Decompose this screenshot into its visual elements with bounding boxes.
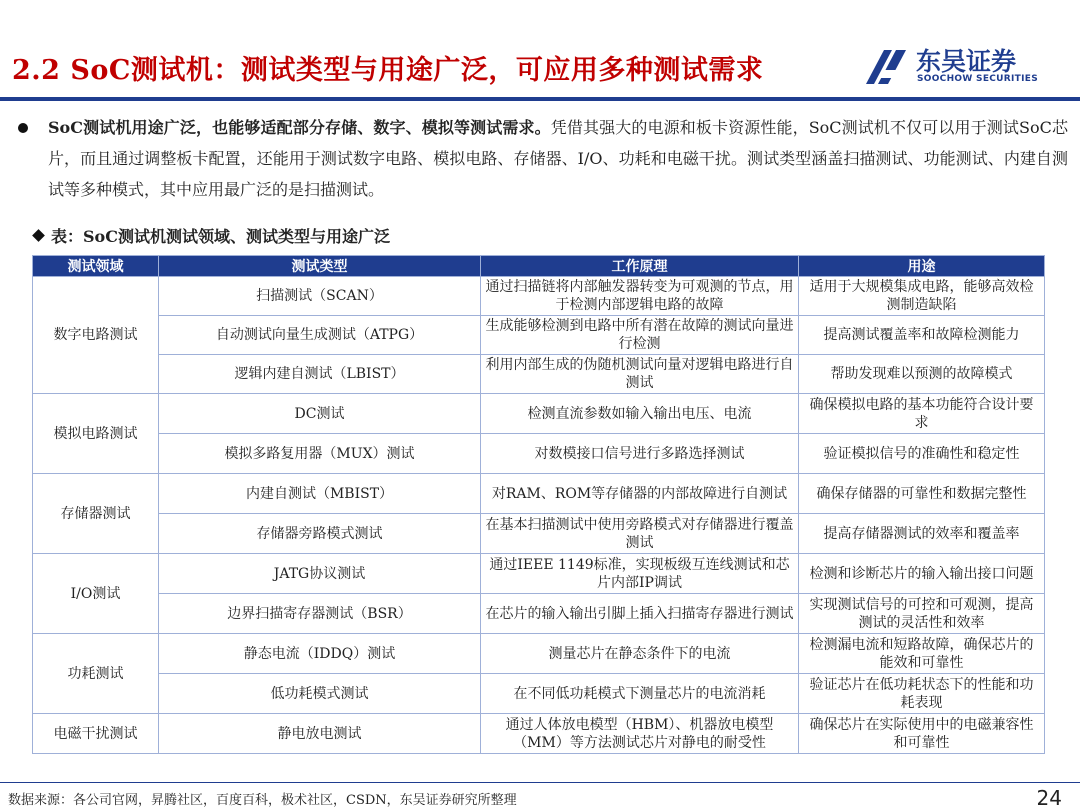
domain-cell: 模拟电路测试: [33, 394, 159, 474]
data-source-note: 数据来源：各公司官网，昇腾社区，百度百科，极术社区，CSDN，东吴证券研究所整理: [8, 793, 517, 808]
type-cell: 自动测试向量生成测试（ATPG）: [159, 316, 481, 355]
principle-cell: 在基本扫描测试中使用旁路模式对存储器进行覆盖测试: [481, 514, 799, 554]
principle-cell: 对RAM、ROM等存储器的内部故障进行自测试: [481, 474, 799, 514]
slide-title: 2.2 SoC测试机：测试类型与用途广泛，可应用多种测试需求: [12, 55, 764, 86]
use-cell: 实现测试信号的可控和可观测，提高测试的灵活性和效率: [799, 594, 1045, 634]
domain-cell: I/O测试: [33, 554, 159, 634]
table-row: [33, 316, 1045, 355]
table-row: [33, 514, 1045, 554]
table-row: [33, 434, 1045, 474]
intro-paragraph: [18, 112, 1068, 205]
table-row: [33, 355, 1045, 394]
slide-header: [0, 0, 1080, 100]
use-cell: 帮助发现难以预测的故障模式: [799, 355, 1045, 394]
header-cell: 测试类型: [159, 256, 481, 277]
principle-cell: 通过IEEE 1149标准，实现板级互连线测试和芯片内部IP调试: [481, 554, 799, 594]
use-cell: 确保芯片在实际使用中的电磁兼容性和可靠性: [799, 714, 1045, 754]
header-cell: 工作原理: [481, 256, 799, 277]
principle-cell: 在芯片的输入输出引脚上插入扫描寄存器进行测试: [481, 594, 799, 634]
domain-cell: 存储器测试: [33, 474, 159, 554]
use-cell: 提高测试覆盖率和故障检测能力: [799, 316, 1045, 355]
type-cell: 静态电流（IDDQ）测试: [159, 634, 481, 674]
principle-cell: 测量芯片在静态条件下的电流: [481, 634, 799, 674]
logo-chinese-name: 东吴证券: [916, 47, 1017, 76]
type-cell: 边界扫描寄存器测试（BSR）: [159, 594, 481, 634]
use-cell: 验证模拟信号的准确性和稳定性: [799, 434, 1045, 474]
type-cell: JATG协议测试: [159, 554, 481, 594]
test-types-table: [32, 255, 1045, 754]
principle-cell: 对数模接口信号进行多路选择测试: [481, 434, 799, 474]
type-cell: 内建自测试（MBIST）: [159, 474, 481, 514]
table-caption-text: 表：SoC测试机测试领域、测试类型与用途广泛: [51, 227, 390, 246]
intro-body-text: 凭借其强大的电源和板卡资源性能，SoC测试机不仅可以用于测试SoC芯片，而且通过调整板卡配置，还能用于测试数字电路、模拟电路、存储器、I/O、功耗和电磁干扰。测试类型涵盖扫描测试、功能测试、内建自测试等多种模式，其中应用最广泛的是扫描测试。: [48, 118, 1068, 199]
table-row: [33, 554, 1045, 594]
type-cell: DC测试: [159, 394, 481, 434]
table-row: [33, 394, 1045, 434]
table-row: [33, 634, 1045, 674]
type-cell: 静电放电测试: [159, 714, 481, 754]
principle-cell: 通过人体放电模型（HBM）、机器放电模型（MM）等方法测试芯片对静电的耐受性: [481, 714, 799, 754]
type-cell: 模拟多路复用器（MUX）测试: [159, 434, 481, 474]
intro-bold-text: SoC测试机用途广泛，也能够适配部分存储、数字、模拟等测试需求。: [48, 118, 551, 137]
bullet-icon: [18, 123, 28, 133]
header-divider: [0, 97, 1080, 101]
type-cell: 低功耗模式测试: [159, 674, 481, 714]
use-cell: 适用于大规模集成电路，能够高效检测制造缺陷: [799, 277, 1045, 316]
principle-cell: 利用内部生成的伪随机测试向量对逻辑电路进行自测试: [481, 355, 799, 394]
domain-cell: 电磁干扰测试: [33, 714, 159, 754]
table-caption: [34, 224, 390, 247]
use-cell: 确保存储器的可靠性和数据完整性: [799, 474, 1045, 514]
table-row: [33, 714, 1045, 754]
header-cell: 用途: [799, 256, 1045, 277]
table-row: [33, 474, 1045, 514]
domain-cell: 数字电路测试: [33, 277, 159, 394]
use-cell: 检测漏电流和短路故障，确保芯片的能效和可靠性: [799, 634, 1045, 674]
table-row: [33, 674, 1045, 714]
table-row: [33, 594, 1045, 634]
use-cell: 验证芯片在低功耗状态下的性能和功耗表现: [799, 674, 1045, 714]
use-cell: 确保模拟电路的基本功能符合设计要求: [799, 394, 1045, 434]
logo-mark-icon: [862, 44, 910, 90]
header-cell: 测试领域: [33, 256, 159, 277]
table-row: [33, 277, 1045, 316]
diamond-icon: [32, 229, 45, 242]
type-cell: 逻辑内建自测试（LBIST）: [159, 355, 481, 394]
use-cell: 提高存储器测试的效率和覆盖率: [799, 514, 1045, 554]
principle-cell: 在不同低功耗模式下测量芯片的电流消耗: [481, 674, 799, 714]
page-number: 24: [1036, 786, 1062, 810]
principle-cell: 生成能够检测到电路中所有潜在故障的测试向量进行检测: [481, 316, 799, 355]
type-cell: 存储器旁路模式测试: [159, 514, 481, 554]
company-logo: [862, 44, 1052, 90]
table-header-row: [33, 256, 1045, 277]
domain-cell: 功耗测试: [33, 634, 159, 714]
type-cell: 扫描测试（SCAN）: [159, 277, 481, 316]
principle-cell: 通过扫描链将内部触发器转变为可观测的节点，用于检测内部逻辑电路的故障: [481, 277, 799, 316]
principle-cell: 检测直流参数如输入输出电压、电流: [481, 394, 799, 434]
logo-english-name: SOOCHOW SECURITIES: [917, 74, 1038, 84]
use-cell: 检测和诊断芯片的输入输出接口问题: [799, 554, 1045, 594]
footer-divider: [0, 782, 1080, 783]
